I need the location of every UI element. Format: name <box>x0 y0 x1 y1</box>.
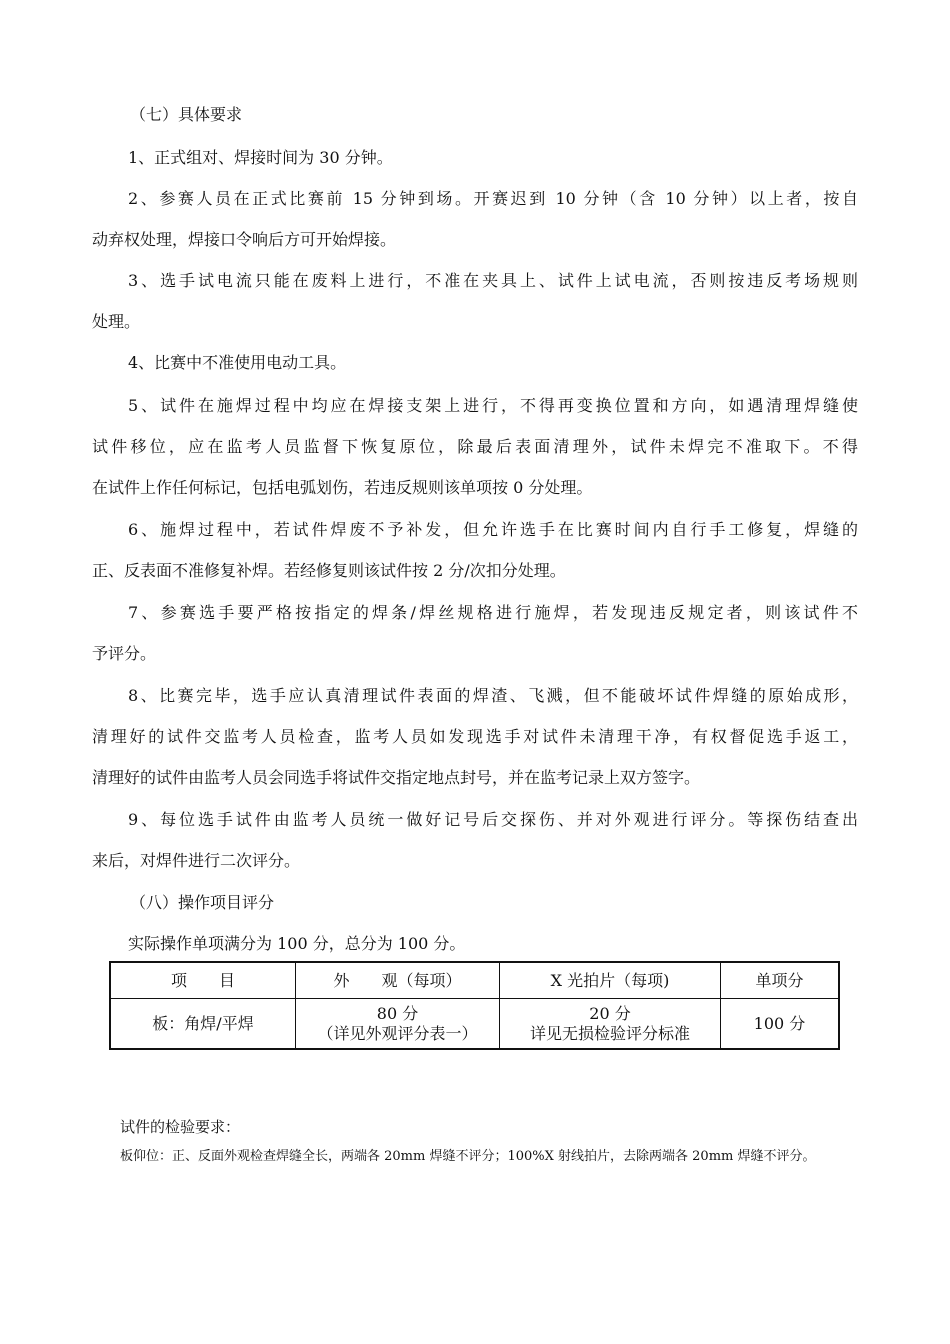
inspection-body: 板仰位：正、反面外观检查焊缝全长，两端各 20mm 焊缝不评分；100%X 射线拍片，去除两端各 20mm 焊缝不评分。 <box>120 1149 816 1164</box>
requirement-6-line-2: 正、反表面不准修复补焊。若经修复则该试件按 2 分/次扣分处理。 <box>92 561 566 580</box>
requirement-9-line-1: 9、每位选手试件由监考人员统一做好记号后交探伤、并对外观进行评分。等探伤结查出 <box>128 810 858 829</box>
scoring-intro: 实际操作单项满分为 100 分，总分为 100 分。 <box>128 934 466 953</box>
requirement-8-line-3: 清理好的试件由监考人员会同选手将试件交指定地点封号，并在监考记录上双方签字。 <box>92 768 701 787</box>
xray-score: 20 分 <box>589 1003 631 1023</box>
requirement-2-line-1: 2、参赛人员在正式比赛前 15 分钟到场。开赛迟到 10 分钟（含 10 分钟）以上者，按自 <box>128 189 858 208</box>
requirement-3-line-1: 3、选手试电流只能在废料上进行，不准在夹具上、试件上试电流，否则按违反考场规则 <box>128 271 858 290</box>
requirement-7-line-1: 7、参赛选手要严格按指定的焊条/焊丝规格进行施焊，若发现违反规定者，则该试件不 <box>128 603 858 622</box>
xray-note: 详见无损检验评分标准 <box>529 1023 690 1043</box>
requirement-5-line-3: 在试件上作任何标记，包括电弧划伤，若违反规则该单项按 0 分处理。 <box>92 478 593 497</box>
cell-item: 板：角焊/平焊 <box>110 999 296 1050</box>
cell-total: 100 分 <box>721 999 840 1050</box>
cell-xray <box>500 999 721 1050</box>
inspection-title: 试件的检验要求： <box>120 1118 241 1136</box>
header-xray: X 光拍片（每项) <box>500 962 721 999</box>
table-header-row <box>110 962 839 999</box>
header-item: 项 目 <box>110 962 296 999</box>
table-row <box>110 999 839 1050</box>
cell-appearance <box>296 999 500 1050</box>
requirement-1: 1、正式组对、焊接时间为 30 分钟。 <box>128 148 393 167</box>
requirement-8-line-2: 清理好的试件交监考人员检查，监考人员如发现选手对试件未清理干净，有权督促选手返工， <box>92 727 858 746</box>
header-single-score: 单项分 <box>721 962 840 999</box>
requirement-2-line-2: 动弃权处理，焊接口令响后方可开始焊接。 <box>92 230 397 249</box>
section8-heading: （八）操作项目评分 <box>130 893 275 912</box>
requirement-8-line-1: 8、比赛完毕，选手应认真清理试件表面的焊渣、飞溅，但不能破坏试件焊缝的原始成形， <box>128 686 858 705</box>
requirement-5-line-2: 试件移位，应在监考人员监督下恢复原位，除最后表面清理外，试件未焊完不准取下。不得 <box>92 437 858 456</box>
requirement-7-line-2: 予评分。 <box>92 644 157 663</box>
appearance-score: 80 分 <box>376 1003 419 1023</box>
requirement-4: 4、比赛中不准使用电动工具。 <box>128 353 347 372</box>
requirement-6-line-1: 6、施焊过程中，若试件焊废不予补发，但允许选手在比赛时间内自行手工修复，焊缝的 <box>128 520 858 539</box>
section7-heading: （七）具体要求 <box>130 105 243 124</box>
header-appearance: 外 观（每项） <box>296 962 500 999</box>
requirement-3-line-2: 处理。 <box>92 312 141 331</box>
requirement-5-line-1: 5、试件在施焊过程中均应在焊接支架上进行，不得再变换位置和方向，如遇清理焊缝使 <box>128 396 858 415</box>
requirement-9-line-2: 来后，对焊件进行二次评分。 <box>92 851 301 870</box>
appearance-note: （详见外观评分表一） <box>317 1023 478 1043</box>
scoring-table <box>109 961 840 1050</box>
